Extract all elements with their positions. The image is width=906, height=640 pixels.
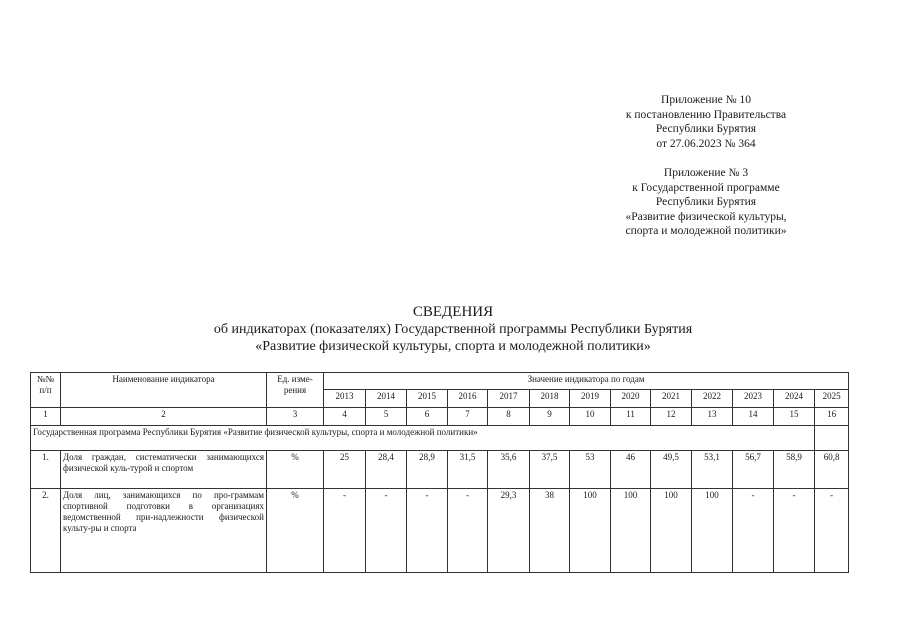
title-main: СВЕДЕНИЯ — [412, 304, 494, 320]
title-line-2: «Развитие физической культуры, спорта и молодежной политики» — [255, 339, 651, 354]
indicator-value: 31,5 — [448, 451, 488, 489]
year-header: 2025 — [815, 390, 849, 408]
year-header: 2024 — [774, 390, 815, 408]
year-header: 2022 — [692, 390, 733, 408]
indicator-value: - — [324, 489, 366, 573]
row-number: 1. — [31, 451, 61, 489]
column-number: 11 — [611, 408, 651, 426]
indicator-unit: % — [267, 489, 324, 573]
indicator-name: Доля граждан, систематически занимающихся физической куль-турой и спортом — [61, 451, 267, 489]
indicators-table — [30, 372, 849, 573]
indicator-value: 100 — [692, 489, 733, 573]
indicator-value: 100 — [651, 489, 692, 573]
appendix-line: от 27.06.2023 № 364 — [656, 137, 756, 150]
indicator-value: 53,1 — [692, 451, 733, 489]
indicator-value: 60,8 — [815, 451, 849, 489]
appendix-line: «Развитие физической культуры, — [625, 210, 787, 223]
appendix-line: Республики Бурятия — [655, 123, 757, 135]
document-title — [0, 303, 906, 355]
year-header: 2023 — [733, 390, 774, 408]
year-header: 2019 — [570, 390, 611, 408]
column-numbers-row — [31, 408, 849, 426]
column-number: 4 — [324, 408, 366, 426]
appendix-line: спорта и молодежной политики» — [625, 225, 787, 237]
appendix-3-block — [596, 166, 816, 239]
indicator-value: 35,6 — [488, 451, 530, 489]
appendix-line: Республики Бурятия — [655, 196, 757, 208]
year-header: 2016 — [448, 390, 488, 408]
indicator-value: 49,5 — [651, 451, 692, 489]
indicator-value: 37,5 — [530, 451, 570, 489]
indicator-value: - — [815, 489, 849, 573]
column-number: 15 — [774, 408, 815, 426]
year-header: 2020 — [611, 390, 651, 408]
appendix-10-block — [596, 93, 816, 151]
indicator-unit: % — [267, 451, 324, 489]
indicator-name: Доля лиц, занимающихся по про-граммам спортивной подготовки в организациях ведомственной при-надлежности физической культу-ры и спорта — [61, 489, 267, 573]
indicator-value: 58,9 — [774, 451, 815, 489]
indicator-value: 25 — [324, 451, 366, 489]
column-number: 16 — [815, 408, 849, 426]
header-unit: Ед. изме-рения — [267, 373, 324, 408]
column-number: 9 — [530, 408, 570, 426]
year-header: 2013 — [324, 390, 366, 408]
appendix-line: Приложение № 10 — [661, 94, 751, 106]
indicator-value: - — [448, 489, 488, 573]
column-number: 2 — [61, 408, 267, 426]
appendix-line: к постановлению Правительства — [625, 108, 787, 121]
indicator-value: 100 — [611, 489, 651, 573]
indicator-value: 28,4 — [366, 451, 407, 489]
table-row — [31, 451, 849, 489]
column-number: 13 — [692, 408, 733, 426]
column-number: 5 — [366, 408, 407, 426]
title-line-1: об индикаторах (показателях) Государственной программы Республики Бурятия — [213, 322, 693, 337]
indicator-value: - — [774, 489, 815, 573]
appendix-line: к Государственной программе — [632, 181, 780, 194]
indicator-value: 46 — [611, 451, 651, 489]
year-header: 2015 — [407, 390, 448, 408]
program-row — [31, 426, 849, 451]
header-row-1 — [31, 373, 849, 390]
header-values-group: Значение индикатора по годам — [324, 373, 849, 390]
indicator-value: 28,9 — [407, 451, 448, 489]
column-number: 8 — [488, 408, 530, 426]
indicator-value: - — [733, 489, 774, 573]
header-name: Наименование индикатора — [61, 373, 267, 408]
indicator-value: 29,3 — [488, 489, 530, 573]
program-row-empty-cell — [815, 426, 849, 451]
year-header: 2021 — [651, 390, 692, 408]
year-header: 2014 — [366, 390, 407, 408]
row-number: 2. — [31, 489, 61, 573]
indicator-value: 38 — [530, 489, 570, 573]
column-number: 1 — [31, 408, 61, 426]
indicator-value: 56,7 — [733, 451, 774, 489]
table-row — [31, 489, 849, 573]
header-num: №№ п/п — [31, 373, 61, 408]
column-number: 6 — [407, 408, 448, 426]
year-header: 2018 — [530, 390, 570, 408]
indicator-value: - — [366, 489, 407, 573]
indicator-value: 53 — [570, 451, 611, 489]
indicator-value: 100 — [570, 489, 611, 573]
appendix-line: Приложение № 3 — [663, 167, 749, 179]
program-title: Государственная программа Республики Бурятия «Развитие физической культуры, спорта и молодежной политики» — [31, 426, 815, 451]
column-number: 7 — [448, 408, 488, 426]
column-number: 3 — [267, 408, 324, 426]
column-number: 10 — [570, 408, 611, 426]
column-number: 14 — [733, 408, 774, 426]
year-header: 2017 — [488, 390, 530, 408]
indicator-value: - — [407, 489, 448, 573]
column-number: 12 — [651, 408, 692, 426]
